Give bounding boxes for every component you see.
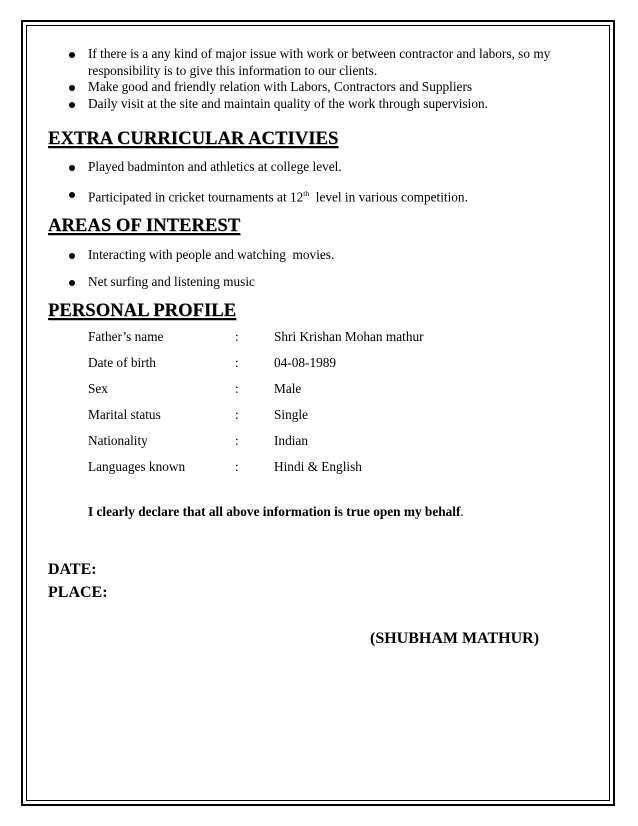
- profile-label: Sex: [88, 381, 108, 397]
- profile-label: Marital status: [88, 407, 161, 423]
- signature-name: (SHUBHAM MATHUR): [370, 630, 540, 647]
- list-item: Participated in cricket tournaments at 12th level in various competition.: [48, 186, 588, 206]
- list-item: Interacting with people and watching movies.: [48, 247, 588, 264]
- profile-value: Male: [274, 381, 302, 397]
- bullet-icon: [69, 280, 75, 286]
- profile-separator: :: [235, 459, 239, 475]
- profile-separator: :: [235, 433, 239, 449]
- bullet-icon: [69, 85, 75, 91]
- profile-row: [48, 329, 588, 355]
- bullet-icon: [69, 102, 75, 108]
- profile-label: Nationality: [88, 433, 148, 449]
- profile-value: Hindi & English: [274, 459, 362, 475]
- profile-row: [48, 381, 588, 407]
- profile-label: Languages known: [88, 459, 186, 475]
- profile-value: Single: [274, 407, 308, 423]
- list-item: Daily visit at the site and maintain quality of the work through supervision.: [48, 96, 588, 113]
- profile-value: 04-08-1989: [274, 355, 337, 371]
- resume-page: [48, 46, 588, 647]
- profile-value: Indian: [274, 433, 308, 449]
- profile-separator: :: [235, 355, 239, 371]
- list-item: Make good and friendly relation with Labors, Contractors and Suppliers: [48, 79, 588, 96]
- profile-row: [48, 459, 588, 485]
- bullet-icon: [69, 253, 75, 259]
- profile-row: [48, 433, 588, 459]
- bullet-icon: [69, 52, 75, 58]
- profile-separator: :: [235, 407, 239, 423]
- responsibilities-list: [48, 46, 588, 112]
- profile-label: Father’s name: [88, 329, 164, 345]
- bullet-icon: [69, 165, 75, 171]
- extra-curricular-heading: EXTRA CURRICULAR ACTIVIES: [48, 129, 339, 149]
- extra-curricular-list: [48, 159, 588, 205]
- date-label: DATE:: [48, 561, 97, 579]
- personal-profile-table: [48, 329, 588, 485]
- profile-row: [48, 407, 588, 433]
- profile-value: Shri Krishan Mohan mathur: [274, 329, 424, 345]
- profile-row: [48, 355, 588, 381]
- bullet-icon: [69, 192, 75, 198]
- areas-of-interest-heading: AREAS OF INTEREST: [48, 216, 241, 237]
- profile-separator: :: [235, 329, 239, 345]
- list-item: If there is a any kind of major issue with work or between contractor and labors, so my responsibility is to give this information to our clients.: [48, 46, 588, 79]
- profile-separator: :: [235, 381, 239, 397]
- profile-label: Date of birth: [88, 355, 156, 371]
- list-item: Net surfing and listening music: [48, 274, 588, 291]
- declaration-text: I clearly declare that all above information is true open my behalf.: [88, 504, 464, 520]
- personal-profile-heading: PERSONAL PROFILE: [48, 301, 237, 322]
- list-item: Played badminton and athletics at college level.: [48, 159, 588, 176]
- interests-list: [48, 247, 588, 290]
- place-label: PLACE:: [48, 584, 108, 602]
